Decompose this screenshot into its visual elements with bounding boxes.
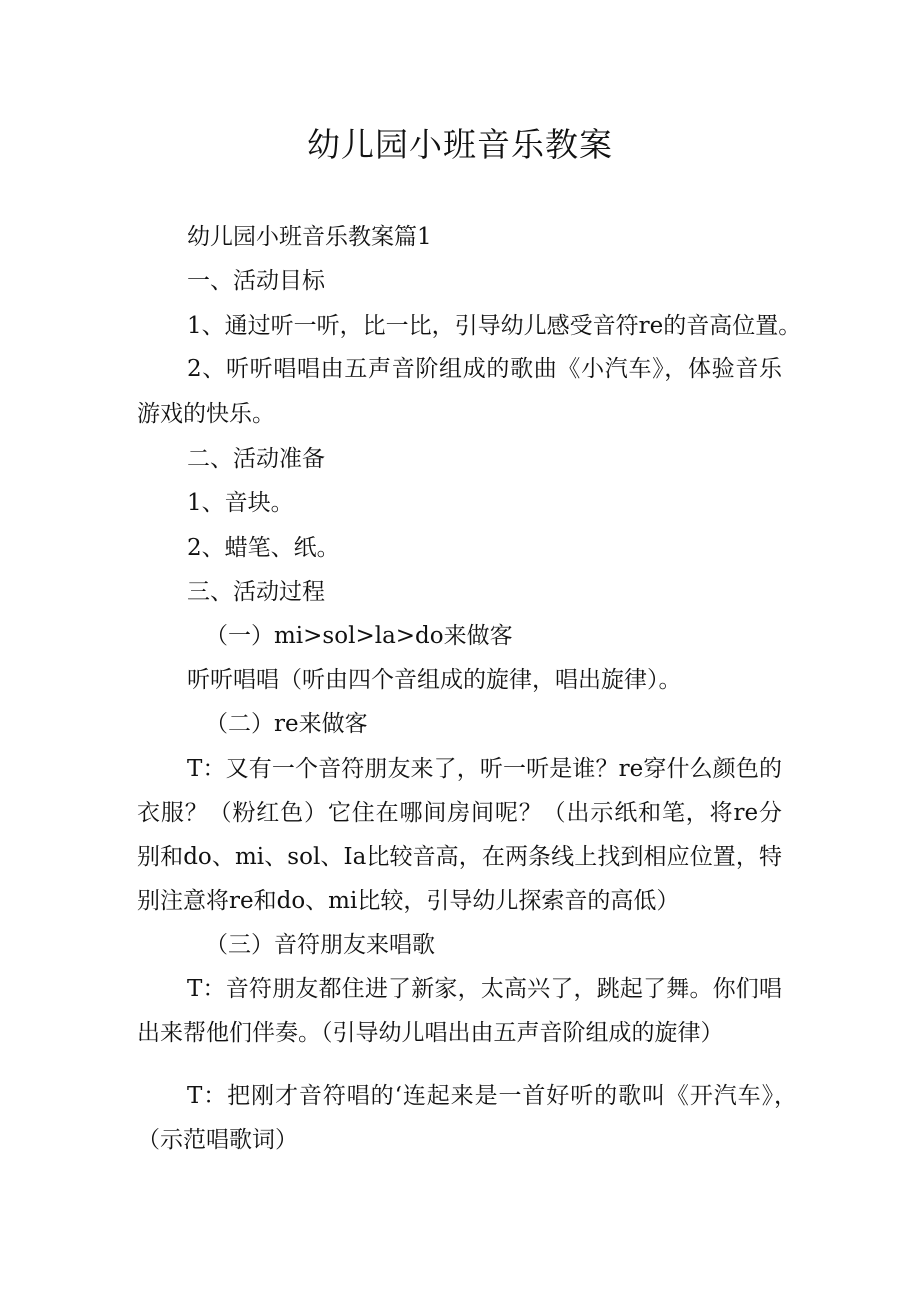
step-1-text: 听听唱唱（听由四个音组成的旋律，唱出旋律）。: [187, 667, 682, 693]
section-heading: 幼儿园小班音乐教案篇1: [187, 224, 432, 250]
step-3-paragraph-line-2: 出来帮他们伴奏。（引导幼儿唱出由五声音阶组成的旋律）: [137, 1020, 724, 1046]
step-2-paragraph-line-3: 别和do、mi、sol、Ia比较音高，在两条线上找到相应位置，特: [137, 844, 782, 870]
goal-item-1: 1、通过听一听，比一比，引导幼儿感受音符re的音高位置。: [187, 313, 802, 339]
step-2-heading: （二）re来做客: [205, 711, 368, 737]
prep-item-1: 1、音块。: [187, 490, 294, 516]
goal-item-2-line-1: 2、听听唱唱由五声音阶组成的歌曲《小汽车》，体验音乐: [187, 356, 782, 382]
goal-item-2-line-2: 游戏的快乐。: [137, 401, 275, 427]
prep-item-2: 2、蜡笔、纸。: [187, 535, 340, 561]
step-2-paragraph-line-4: 别注意将re和do、mi比较，引导幼儿探索音的高低）: [137, 888, 680, 914]
step-4-paragraph-line-1: T：把刚才音符唱的‘连起来是一首好听的歌叫《开汽车》，: [187, 1083, 797, 1109]
goals-heading: 一、活动目标: [187, 268, 325, 294]
step-3-heading: （三）音符朋友来唱歌: [205, 932, 435, 958]
prep-heading: 二、活动准备: [187, 446, 325, 472]
process-heading: 三、活动过程: [187, 579, 325, 605]
document-title: 幼儿园小班音乐教案: [307, 125, 613, 164]
step-2-paragraph-line-2: 衣服？（粉红色）它住在哪间房间呢？（出示纸和笔，将re分: [137, 800, 782, 826]
step-3-paragraph-line-1: T：音符朋友都住进了新家，太高兴了，跳起了舞。你们唱: [187, 976, 782, 1002]
step-2-paragraph-line-1: T：又有一个音符朋友来了，听一听是谁？re穿什么颜色的: [187, 756, 782, 782]
step-4-paragraph-line-2: （示范唱歌词）: [137, 1127, 298, 1153]
step-1-heading: （一）mi>sol>la>do来做客: [205, 623, 513, 649]
